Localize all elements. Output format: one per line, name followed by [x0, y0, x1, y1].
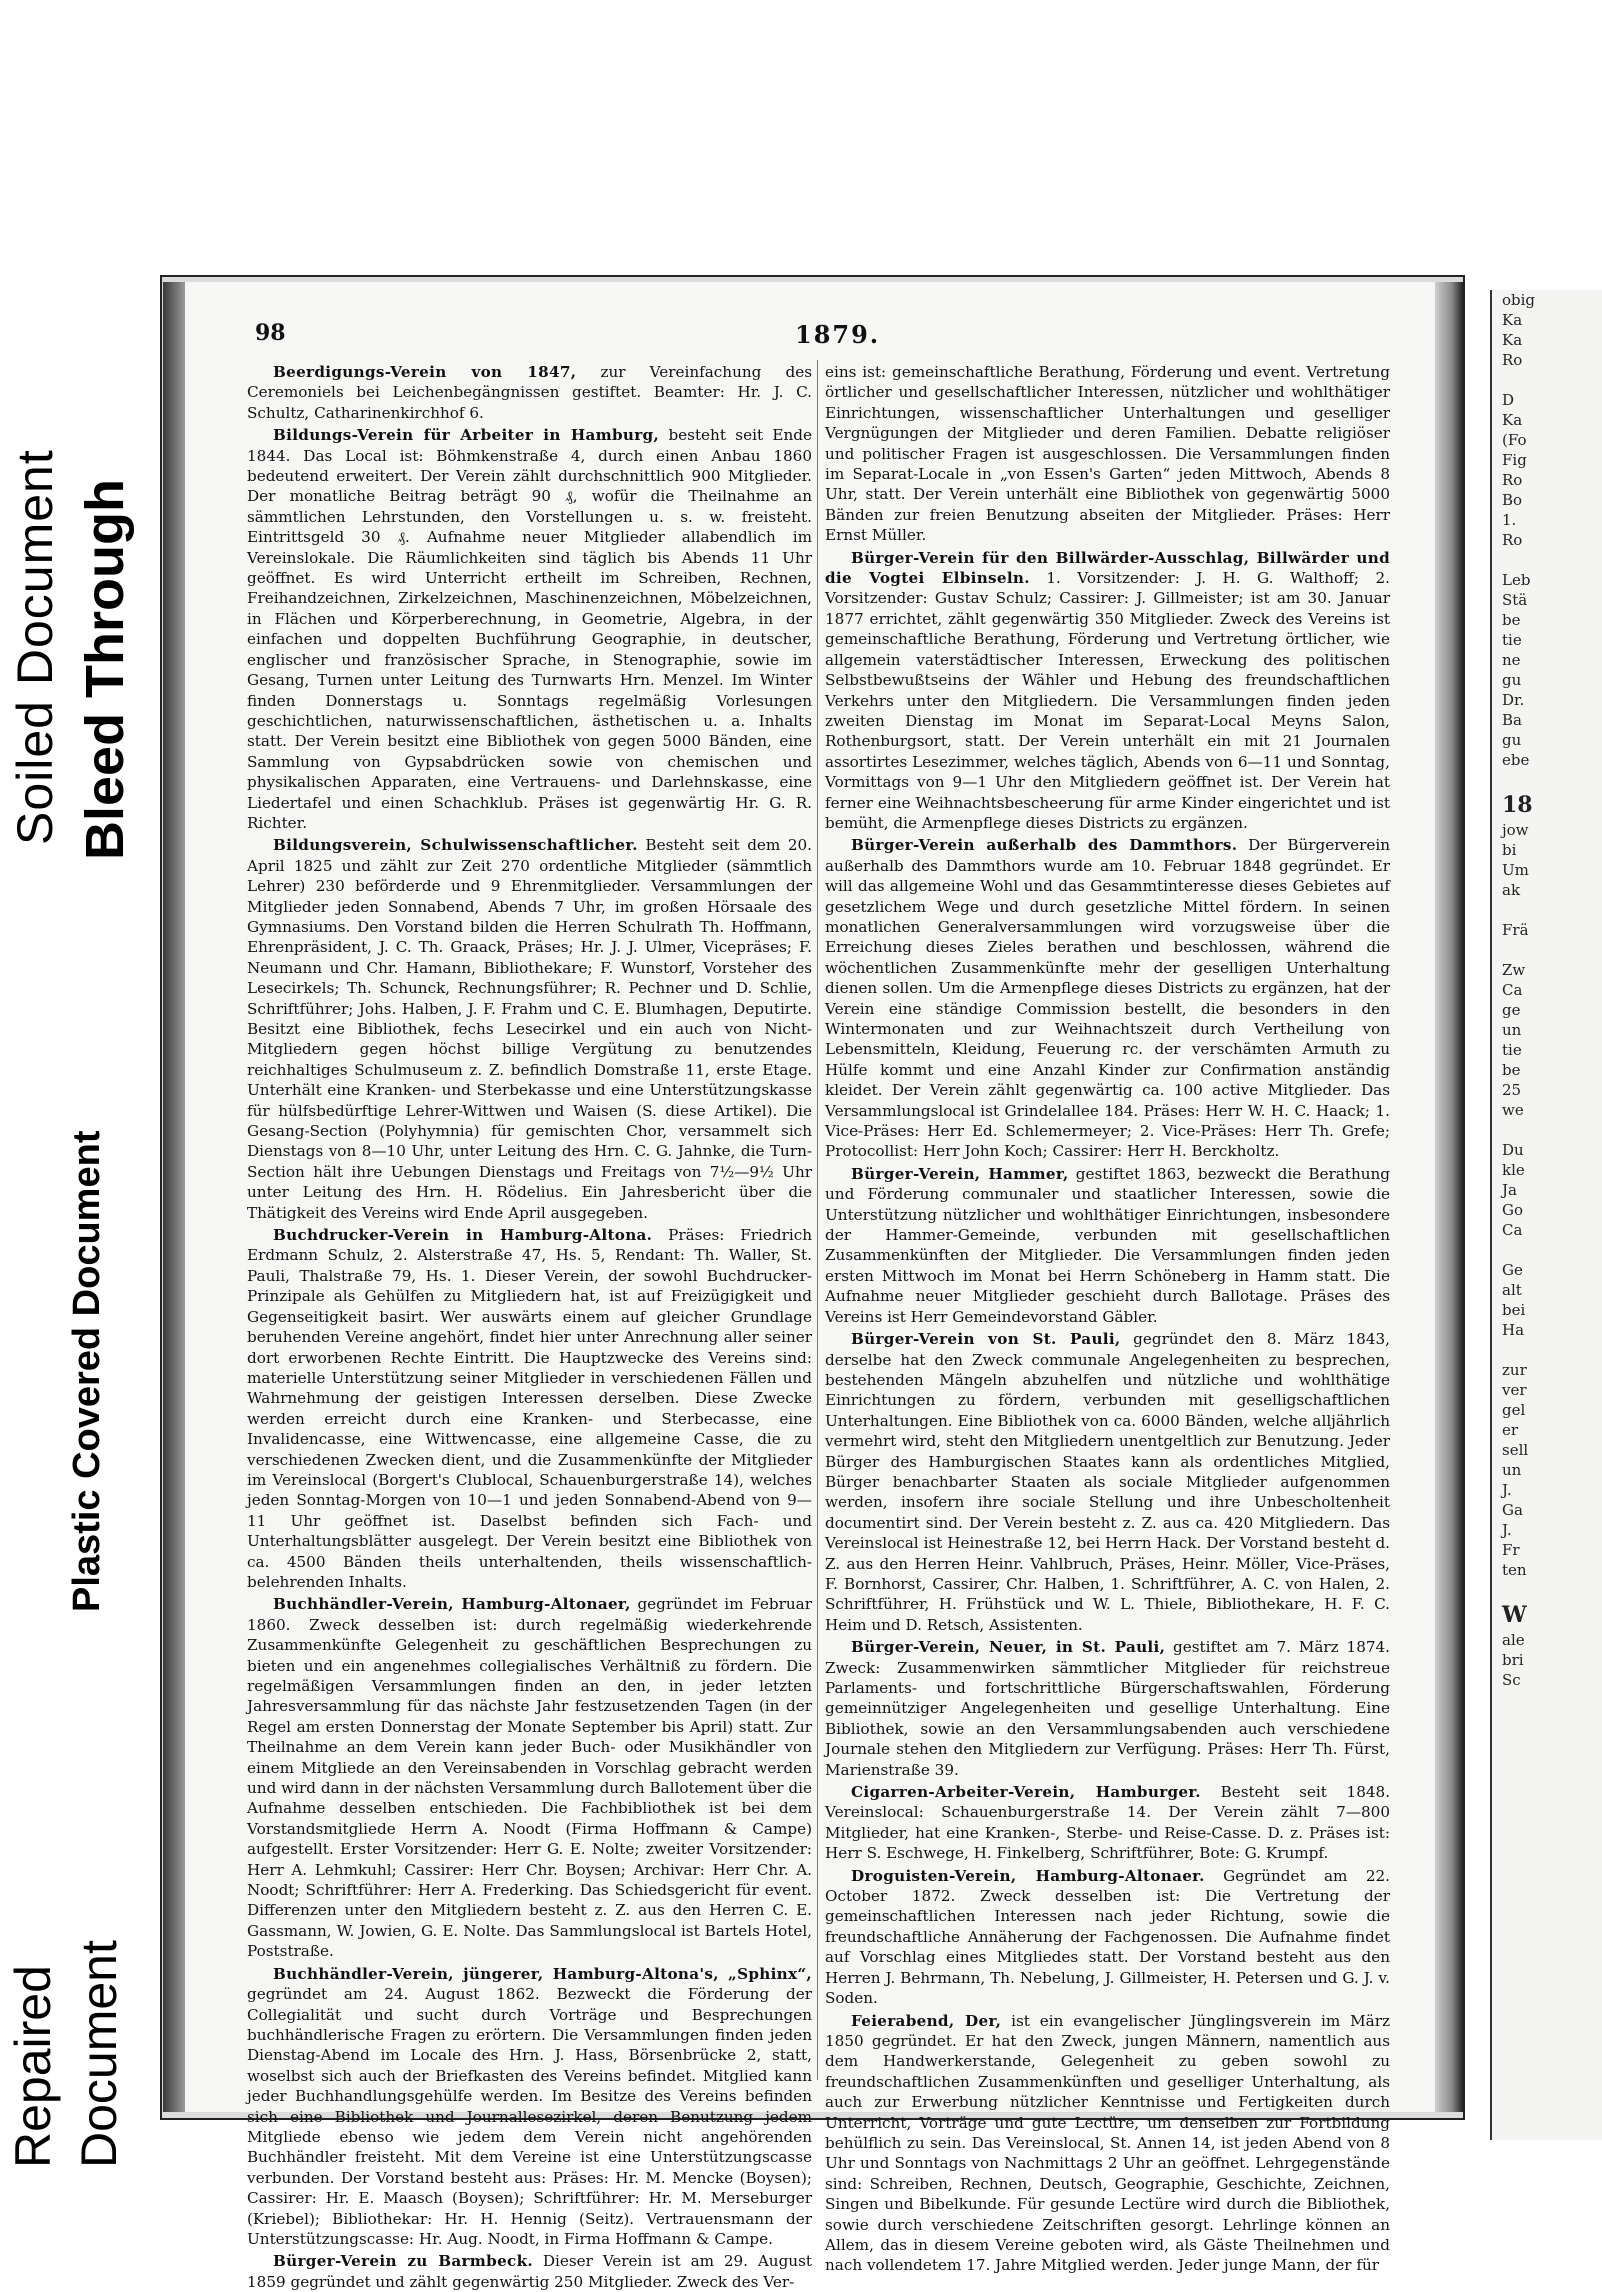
directory-entry: [825, 1866, 1390, 2009]
next-page-fragment: J.: [1502, 1481, 1512, 1499]
entry-body: gegründet den 8. März 1843, derselbe hat den Zweck communale Angelegenheiten zu besprechen, bestehenden Mängeln abzuhelfen und nützliche und wohlthätige Einrichtungen zu fördern, verbunden mit geselligschaftlichen Unterhaltungen. Eine Bibliothek von ca. 6000 Bänden, welche alljährlich vermehrt wird, steht den Mitgliedern unentgeltlich zur Benutzung. Jeder Bürger des Hamburgischen Staates kann als ordentliches Mitglied, Bürger benachbarter Staaten als sociale Mitglieder aufgenommen werden, insofern ihre sociale Stellung und ihre Unbescholtenheit documentirt sind. Der Verein besteht z. Z. aus ca. 420 Mitgliedern. Das Vereinslocal ist Heinestraße 12, bei Herrn Hack. Der Vorstand besteht d. Z. aus den Herren Heinr. Vahlbruch, Präses, Heinr. Möller, Vice-Präses, F. Bornhorst, Cassirer, Chr. Halben, 1. Schriftführer, A. C. von Halen, 2. Schriftführer, H. Frühstück und W. L. Thiele, Bibliothekare, H. F. C. Heim und D. Retsch, Assistenten.: [825, 1330, 1391, 1634]
label-soiled-document: Soiled Document: [7, 449, 63, 845]
entry-body: besteht seit Ende 1844. Das Local ist: Böhmkenstraße 4, durch einen Anbau 1860 bedeutend erweitert. Der Verein zählt durchschnittlich 900 Mitglieder. Der monatliche Beitrag beträgt 90 ₰, wofür die Theilnahme an sämmtlichen Lehrstunden, den Vorstellungen u. s. w. freisteht. Eintrittsgeld 30 ₰. Aufnahme neuer Mitglieder allabendlich im Vereinslokale. Die Räumlichkeiten sind täglich bis Abends 11 Uhr geöffnet. Es wird Unterricht ertheilt im Schreiben, Rechnen, Freihandzeichnen, Zirkelzeichnen, Maschinenzeichnen, Möbelzeichnen, in Flächen und Körperberechnung, in Geometrie, Algebra, in der einfachen und doppelten Buchführung Geographie, in deutscher, englischer und französischer Sprache, in Stenographie, sowie im Gesang, Turnen unter Leitung des Turnwarts Hrn. Menzel. Im Winter finden Donnerstags u. Sonntags regelmäßig Vorlesungen geschichtlichen, naturwissenschaftlichen, ästhetischen u. a. Inhalts statt. Der Verein besitzt eine Bibliothek von gegen 5000 Bänden, eine Sammlung von Gypsabdrücken sowie von chemischen und physikalischen Apparaten, eine Vertrauens- und Darlehnskasse, eine Liedertafel und einen Schachklub. Präses ist gegenwärtig Hr. G. R. Richter.: [247, 426, 813, 832]
next-page-fragment: we: [1502, 1101, 1524, 1119]
next-page-fragment: Ro: [1502, 531, 1523, 549]
directory-entry: [825, 548, 1390, 834]
next-page-fragment: Ro: [1502, 471, 1523, 489]
directory-entry: [247, 835, 812, 1223]
entry-title: Droguisten-Verein, Hamburg-Altonaer.: [851, 1866, 1205, 1885]
right-text-column: [825, 362, 1391, 2275]
directory-entry: [247, 1225, 812, 1592]
next-page-fragment: Ka: [1502, 411, 1523, 429]
next-page-fragment: Du: [1502, 1141, 1524, 1159]
next-page-fragment: [1502, 550, 1602, 570]
next-page-fragment: un: [1502, 1461, 1522, 1479]
entry-title: Buchhändler-Verein, Hamburg-Altonaer,: [273, 1595, 631, 1614]
entry-body: ist ein evangelischer Jünglingsverein im März 1850 gegründet. Er hat den Zweck, jungen Männern, namentlich aus dem Handwerkerstande, Gelegenheit zu geben sowohl zu freundschaftlichen Zusammenkünften und geselliger Unterhaltung, als auch zur Erwerbung nützlicher Kenntnisse und Fertigkeiten durch Unterricht, Vorträge und gute Lectüre, um denselben zur Fortbildung behülflich zu sein. Das Vereinslocal, St. Annen 14, ist jeden Abend von 8 Uhr und Sonntags von Nachmittags 2 Uhr an geöffnet. Lehrgegenstände sind: Schreiben, Rechnen, Deutsch, Geographie, Geschichte, Zeichnen, Singen und Bibelkunde. Für gesunde Lectüre wird durch die Bibliothek, sowie durch verschiedene Zeitschriften gesorgt. Lehrlinge können an Allem, das in diesem Vereine geboten wird, als Gäste Theilnehmen und nach vollendetem 17. Jahre Mitglied werden. Jeder junge Mann, der für: [825, 2011, 1390, 2275]
entry-title: Bürger-Verein außerhalb des Dammthors.: [851, 836, 1238, 855]
directory-entry: [825, 1782, 1390, 1864]
entry-title: Bürger-Verein für den Billwärder-Ausschlag, Billwärder und die Vogtei Elbinseln.: [825, 548, 1390, 588]
label-repaired: Repaired: [5, 1965, 61, 2168]
entry-title: Feierabend, Der,: [851, 2011, 1002, 2030]
entry-body: gestiftet 1863, bezweckt die Berathung und Förderung communaler und staatlicher Interessen, sowie die Unterstützung nützlicher und wohlthätiger Einrichtungen, insbesondere der Hammer-Gemeinde, verbunden mit gesellschaftlichen Zusammenkünften der Mitglieder. Die Versammlungen finden jeden ersten Mittwoch im Monat bei Herrn Schöneberg in Hamm statt. Die Aufnahme neuer Mitglieder geschieht durch Ballotage. Präses des Vereins ist Herr Gemeindevorstand Gäbler.: [825, 1164, 1391, 1326]
directory-entry: [247, 1594, 812, 1961]
entry-title: Bürger-Verein, Neuer, in St. Pauli,: [851, 1638, 1166, 1657]
entry-title: Bürger-Verein, Hammer,: [851, 1164, 1069, 1183]
next-page-fragment: J.: [1502, 1521, 1512, 1539]
next-page-fragment: Bo: [1502, 491, 1523, 509]
directory-entry: [247, 362, 812, 423]
next-page-fragment: 25: [1502, 1081, 1522, 1099]
next-page-fragment: [1502, 1120, 1602, 1140]
next-page-fragment: [1502, 900, 1602, 920]
next-page-fragment: be: [1502, 1061, 1521, 1079]
next-page-fragment: 1.: [1502, 511, 1517, 529]
next-page-fragment: bei: [1502, 1301, 1526, 1319]
entry-title: Bürger-Verein von St. Pauli,: [851, 1330, 1121, 1349]
directory-entry: [825, 835, 1390, 1162]
label-bleed-through: Bleed Through: [75, 479, 135, 860]
next-page-fragment: Leb: [1502, 571, 1531, 589]
next-page-fragment: sell: [1502, 1441, 1529, 1459]
directory-entry: [825, 2011, 1390, 2276]
next-page-fragment: zur: [1502, 1361, 1527, 1379]
page-number: 98: [255, 320, 286, 346]
next-page-fragment: Fr: [1502, 1541, 1520, 1559]
next-page-fragment: [1502, 940, 1602, 960]
column-divider: [817, 360, 818, 2080]
directory-entry: [247, 1964, 812, 2250]
entry-body: eins ist: gemeinschaftliche Berathung, Förderung und event. Vertretung örtlicher und gesellschaftlicher Interessen, nützlicher und wohlthätiger Einrichtungen, wissenschaftlicher Unterhaltungen und geselliger Vergnügungen der Mitglieder und deren Familien. Debatte religiöser und politischer Fragen ist ausgeschlossen. Die Versammlungen finden im Separat-Locale in „von Essen's Garten“ jeden Mittwoch, Abends 8 Uhr, statt. Der Verein unterhält eine Bibliothek von gegenwärtig 5000 Bänden zur freien Benutzung abseiten der Mitglieder. Präses: Herr Ernst Müller.: [825, 363, 1390, 545]
entry-title: Beerdigungs-Verein von 1847,: [273, 363, 577, 381]
label-document: Document: [71, 1940, 127, 2168]
entry-body: Besteht seit 1848. Vereinslocal: Schauenburgerstraße 14. Der Verein zählt 7—800 Mitglieder, hat eine Kranken-, Sterbe- und Reise-Casse. D. z. Präses ist: Herr S. Eschwege, H. Finkelberg, Schriftführer, Bote: G. Krumpf.: [825, 1783, 1391, 1863]
entry-body: Der Bürgerverein außerhalb des Dammthors wurde am 10. Februar 1848 gegründet. Er will das allgemeine Wohl und das Gesammtinteresse dieses Gebietes auf gesetzlichem Wege und durch gesetzliche Mittel fördern. In seinen monatlichen Generalversammlungen wird vorzugsweise über die Erreichung dieses Zieles berathen und beschlossen, während die wöchentlichen Zusammenkünfte mehr der geselligen Unterhaltung dienen sollen. Um die Armenpflege dieses Districts zu ergänzen, hat der Verein eine ständige Commission bestellt, die besonders in den Wintermonaten und zur Weihnachtszeit durch Vertheilung von Lebensmitteln, Kleidung, Feuerung rc. der verschämten Armuth zu Hülfe kommt und eine Anzahl Kinder zur Confirmation anständig kleidet. Der Verein zählt gegenwärtig ca. 100 active Mitglieder. Das Versammlungslocal ist Grindelallee 184. Präses: Herr W. H. C. Haack; 1. Vice-Präses: Herr Ed. Schlemermeyer; 2. Vice-Präses: Herr Th. Grefe; Protocollist: Herr John Koch; Cassirer: Herr H. Berckholtz.: [825, 836, 1390, 1161]
next-page-fragment: Dr.: [1502, 691, 1525, 709]
next-page-fragment: D: [1502, 391, 1515, 409]
next-page-fragment: Ge: [1502, 1261, 1523, 1279]
next-page-fragment: kle: [1502, 1161, 1525, 1179]
entry-body: gegründet im Februar 1860. Zweck desselben ist: durch regelmäßig wiederkehrende Zusammenkünfte Gelegenheit zu geschäftlichen Besprechungen zu bieten und ein angenehmes collegialisches Verhältniß zu fördern. Die regelmäßigen Versammlungen finden an den, in jeder letzten Jahresversammlung für das nächste Jahr festzusetzenden Tagen (in der Regel am ersten Donnerstag der Monate September bis April) statt. Zur Theilnahme an dem Verein kann jeder Buch- oder Musikhändler von einem Mitgliede an den Vereinsabenden in Vorschlag gebracht werden und wird dann in der nächsten Versammlung durch Ballotement über die Aufnahme desselben entschieden. Die Fachbibliothek ist bei dem Vorstandsmitgliede Herrn A. Noodt (Firma Hoffmann & Campe) aufgestellt. Erster Vorsitzender: Herr G. E. Nolte; zweiter Vorsitzender: Herr A. Lehmkuhl; Cassirer: Herr Chr. Boysen; Archivar: Herr Chr. A. Noodt; Schriftführer: Herr A. Frederking. Das Schiedsgericht für event. Differenzen unter den Mitgliedern besteht z. Z. aus den Herren C. E. Gassmann, W. Jowien, G. E. Nolte. Das Sammlungslocal ist Bartels Hotel, Poststraße.: [247, 1595, 812, 1961]
next-page-fragment: Ro: [1502, 351, 1523, 369]
next-page-fragment: Ga: [1502, 1501, 1523, 1519]
next-page-fragment: gu: [1502, 731, 1522, 749]
directory-entry: [825, 1164, 1390, 1327]
directory-entry: [825, 1329, 1390, 1635]
next-page-fragment: tie: [1502, 631, 1522, 649]
next-page-fragment: [1502, 1340, 1602, 1360]
directory-entry: [825, 362, 1390, 546]
entry-body: 1. Vorsitzender: J. H. G. Walthoff; 2. Vorsitzender: Gustav Schulz; Cassirer: J. Gillmeister; ist am 30. Januar 1877 errichtet, zählt gegenwärtig 350 Mitglieder. Zweck des Vereins ist gemeinschaftliche Berathung, Förderung und Vertretung örtlicher, wie allgemein vaterstädtischer Interessen, Erweckung des politischen Selbstbewußtseins der Wähler und Hebung des freundschaftlichen Verkehrs unter den Mitgliedern. Die Versammlungen finden jeden zweiten Dienstag im Monat im Separat-Local Meyns Salon, Rothenburgsort, statt. Der Verein unterhält ein mit 21 Journalen assortirtes Lesezimmer, welches täglich, Abends von 6—11 und Sonntag, Vormittags von 9—1 Uhr den Mitgliedern geöffnet ist. Der Verein hat ferner eine Weihnachtsbescheerung für arme Kinder eingerichtet und ist bemüht, die Armenpflege dieses Districts zu ergänzen.: [825, 569, 1390, 832]
next-page-fragment: ver: [1502, 1381, 1527, 1399]
next-page-fragment: gel: [1502, 1401, 1526, 1419]
next-page-fragment: Ja: [1502, 1181, 1517, 1199]
next-page-fragment: er: [1502, 1421, 1519, 1439]
next-page-fragment: obig: [1502, 291, 1536, 309]
next-page-fragment: tie: [1502, 1041, 1522, 1059]
next-page-fragment: Ka: [1502, 331, 1523, 349]
next-page-fragment: [1502, 1580, 1602, 1600]
entry-body: Präses: Friedrich Erdmann Schulz, 2. Alsterstraße 47, Hs. 5, Rendant: Th. Waller, St. Pauli, Thalstraße 79, Hs. 1. Dieser Verein, der sowohl Buchdrucker-Prinzipale als Gehülfen zu Mitgliedern hat, ist auf Freizügigkeit und Gegenseitigkeit basirt. Wer auswärts einem auf gleicher Grundlage beruhenden Vereine angehört, findet hier unter Anrechnung aller seiner dort erworbenen Rechte Eintritt. Die Hauptzwecke des Vereins sind: materielle Unterstützung seiner Mitglieder in verschiedenen Fällen und Wahrnehmung der geistigen Interessen derselben. Diese Zwecke werden erreicht durch eine Kranken- und Sterbecasse, eine Invalidencasse, eine Wittwencasse, eine allgemeine Casse, die zu verschiedenen Zwecken dient, und die Zusammenkünfte der Mitglieder im Vereinslocal (Borgert's Clublocal, Schauenburgerstraße 14), welches jeden Sonntag-Morgen von 10—1 und jeden Sonnabend-Abend von 9—11 Uhr geöffnet ist. Daselbst befinden sich Fach- und Unterhaltungsblätter ausgelegt. Der Verein besitzt eine Bibliothek von ca. 4500 Bänden theils unterhaltenden, theils wissenschaftlich-belehrenden Inhalts.: [247, 1226, 812, 1591]
next-page-fragment: Ca: [1502, 1221, 1523, 1239]
next-page-fragment: ten: [1502, 1561, 1527, 1579]
entry-body: zur Vereinfachung des Ceremoniels bei Leichenbegängnissen gestiftet. Beamter: Hr. J. C. Schultz, Catharinenkirchhof 6.: [247, 363, 812, 422]
next-page-fragment: bri: [1502, 1651, 1524, 1669]
entry-body: Gegründet am 22. October 1872. Zweck desselben ist: Die Vertretung der gemeinschaftlichen Interessen nach jeder Richtung, sowie die freundschaftliche Annäherung der Fachgenossen. Die Aufnahme findet auf Vorschlag eines Mitgliedes statt. Der Vorstand besteht aus den Herren J. Behrmann, Th. Nebelung, J. Gillmeister, H. Petersen und G. J. v. Soden.: [825, 1866, 1391, 2008]
entry-body: Besteht seit dem 20. April 1825 und zählt zur Zeit 270 ordentliche Mitglieder (sämmtlich Lehrer) 230 beförderde und 9 Ehrenmitglieder. Versammlungen der Mitglieder jeden Sonnabend, Abends 7 Uhr, im großen Hörsaale des Gymnasiums. Den Vorstand bilden die Herren Schulrath Th. Hoffmann, Ehrenpräsident, J. C. Th. Graack, Präses; Hr. J. J. Ulmer, Vicepräses; F. Neumann und Chr. Hamann, Bibliothekare; F. Wunstorf, Vorsteher des Lesecirkels; Th. Schunck, Rechnungsführer; R. Pechner und D. Schlie, Schriftführer; Johs. Halben, J. F. Frahm und C. E. Blumhagen, Deputirte. Besitzt eine Bibliothek, fechs Lesecirkel und ein auch von Nicht-Mitgliedern gegen höchst billige Vergütung zu benutzendes reichhaltiges Schulmuseum z. Z. befindlich Domstraße 11, erste Etage. Unterhält eine Kranken- und Sterbekasse und eine Unterstützungskasse für hülfsbedürftige Lehrer-Wittwen und Waisen (S. diese Artikel). Die Gesang-Section (Polyhymnia) für gemischten Chor, versammelt sich Dienstags von 8—10 Uhr, unter Leitung des Hrn. C. G. Jahnke, die Turn-Section hält ihre Uebungen Dienstags und Freitags von 7½—9½ Uhr unter Leitung des Hrn. H. Rödelius. Ein Jahresbericht über die Thätigkeit des Vereins wird Ende April ausgegeben.: [247, 836, 813, 1222]
next-page-fragment: gu: [1502, 671, 1522, 689]
next-page-fragment: 18: [1502, 792, 1533, 818]
label-plastic-covered-document: Plastic Covered Document: [66, 1130, 108, 1612]
next-page-fragment: Ka: [1502, 311, 1523, 329]
entry-title: Buchhändler-Verein, jüngerer, Hamburg-Altona's, „Sphinx“,: [273, 1964, 812, 1983]
next-page-fragment: ne: [1502, 651, 1521, 669]
entry-body: gegründet am 24. August 1862. Bezweckt die Förderung der Collegialität und sucht durch Vorträge und Besprechungen buchhändlerische Fragen zu erörtern. Die Versammlungen finden jeden Dienstag-Abend im Locale des Hrn. J. Hass, Börsenbrücke 2, statt, woselbst sich auch der Briefkasten des Vereins befindet. Mitglied kann jeder Buchhandlungsgehülfe werden. Im Besitze des Vereins befinden sich eine Bibliothek und Journallesezirkel, deren Benutzung jedem Mitgliede ebenso wie jedem dem Verein nicht angehörenden Buchhändler freisteht. Mit dem Vereine ist eine Unterstützungscasse verbunden. Der Vorstand besteht aus: Präses: Hr. M. Mencke (Boysen); Cassirer: Hr. E. Maasch (Boysen); Schriftführer: Hr. M. Merseburger (Kriebel); Bibliothekar: Hr. H. Hennig (Seitz). Vertrauensmann der Unterstützungscasse: Hr. Aug. Noodt, in Firma Hoffmann & Campe.: [247, 1985, 812, 2248]
next-page-fragment: Sc: [1502, 1671, 1521, 1689]
next-page-fragment: Stä: [1502, 591, 1528, 609]
next-page-fragment: ale: [1502, 1631, 1525, 1649]
page-header: [255, 320, 1405, 350]
page-year: 1879.: [795, 320, 881, 349]
next-page-fragment: W: [1502, 1602, 1527, 1628]
next-page-fragment: Um: [1502, 861, 1529, 879]
directory-entry: [825, 1637, 1390, 1780]
page-gutter-shadow: [163, 282, 185, 2112]
entry-title: Buchdrucker-Verein in Hamburg-Altona.: [273, 1226, 653, 1245]
adjacent-page-fragment: [1490, 290, 1602, 2140]
directory-entry: [247, 2251, 812, 2292]
next-page-fragment: Ha: [1502, 1321, 1525, 1339]
next-page-fragment: ak: [1502, 881, 1521, 899]
entry-body: gestiftet am 7. März 1874. Zweck: Zusammenwirken sämmtlicher Mitglieder für reichstreue Parlaments- und fortschrittliche Bürgerschaftswahlen, Förderung gemeinnütziger Angelegenheiten und gesellige Unterhaltung. Eine Bibliothek, sowie an den Versammlungsabenden auch verschiedene Journale stehen den Mitgliedern zur Verfügung. Präses: Herr Th. Fürst, Marienstraße 39.: [825, 1638, 1391, 1779]
next-page-fragment: [1502, 770, 1602, 790]
next-page-fragment: be: [1502, 611, 1521, 629]
next-page-fragment: Go: [1502, 1201, 1524, 1219]
next-page-fragment: Frä: [1502, 921, 1529, 939]
next-page-fragment: Ba: [1502, 711, 1522, 729]
next-page-fragment: [1502, 1240, 1602, 1260]
entry-title: Bildungsverein, Schulwissenschaftlicher.: [273, 836, 638, 855]
next-page-fragment: Ca: [1502, 981, 1523, 999]
next-page-fragment: [1502, 370, 1602, 390]
next-page-fragment: alt: [1502, 1281, 1522, 1299]
label-band: [0, 0, 160, 2177]
next-page-fragment: (Fo: [1502, 431, 1527, 449]
next-page-fragment: Zw: [1502, 961, 1526, 979]
entry-body: Dieser Verein ist am 29. August 1859 gegründet und zählt gegenwärtig 250 Mitglieder. Zweck des Ver-: [247, 2252, 812, 2291]
next-page-fragment: un: [1502, 1021, 1522, 1039]
entry-title: Bildungs-Verein für Arbeiter in Hamburg,: [273, 426, 660, 445]
page-edge: [1435, 282, 1463, 2112]
next-page-fragment: ge: [1502, 1001, 1521, 1019]
next-page-fragment: Fig: [1502, 451, 1527, 469]
document-page: [185, 282, 1435, 2291]
entry-title: Bürger-Verein zu Barmbeck.: [273, 2252, 534, 2271]
next-page-fragment: ebe: [1502, 751, 1530, 769]
next-page-fragment: jow: [1502, 821, 1529, 839]
next-page-fragment: bi: [1502, 841, 1517, 859]
entry-title: Cigarren-Arbeiter-Verein, Hamburger.: [851, 1783, 1201, 1802]
directory-entry: [247, 425, 812, 833]
left-text-column: [247, 362, 813, 2291]
